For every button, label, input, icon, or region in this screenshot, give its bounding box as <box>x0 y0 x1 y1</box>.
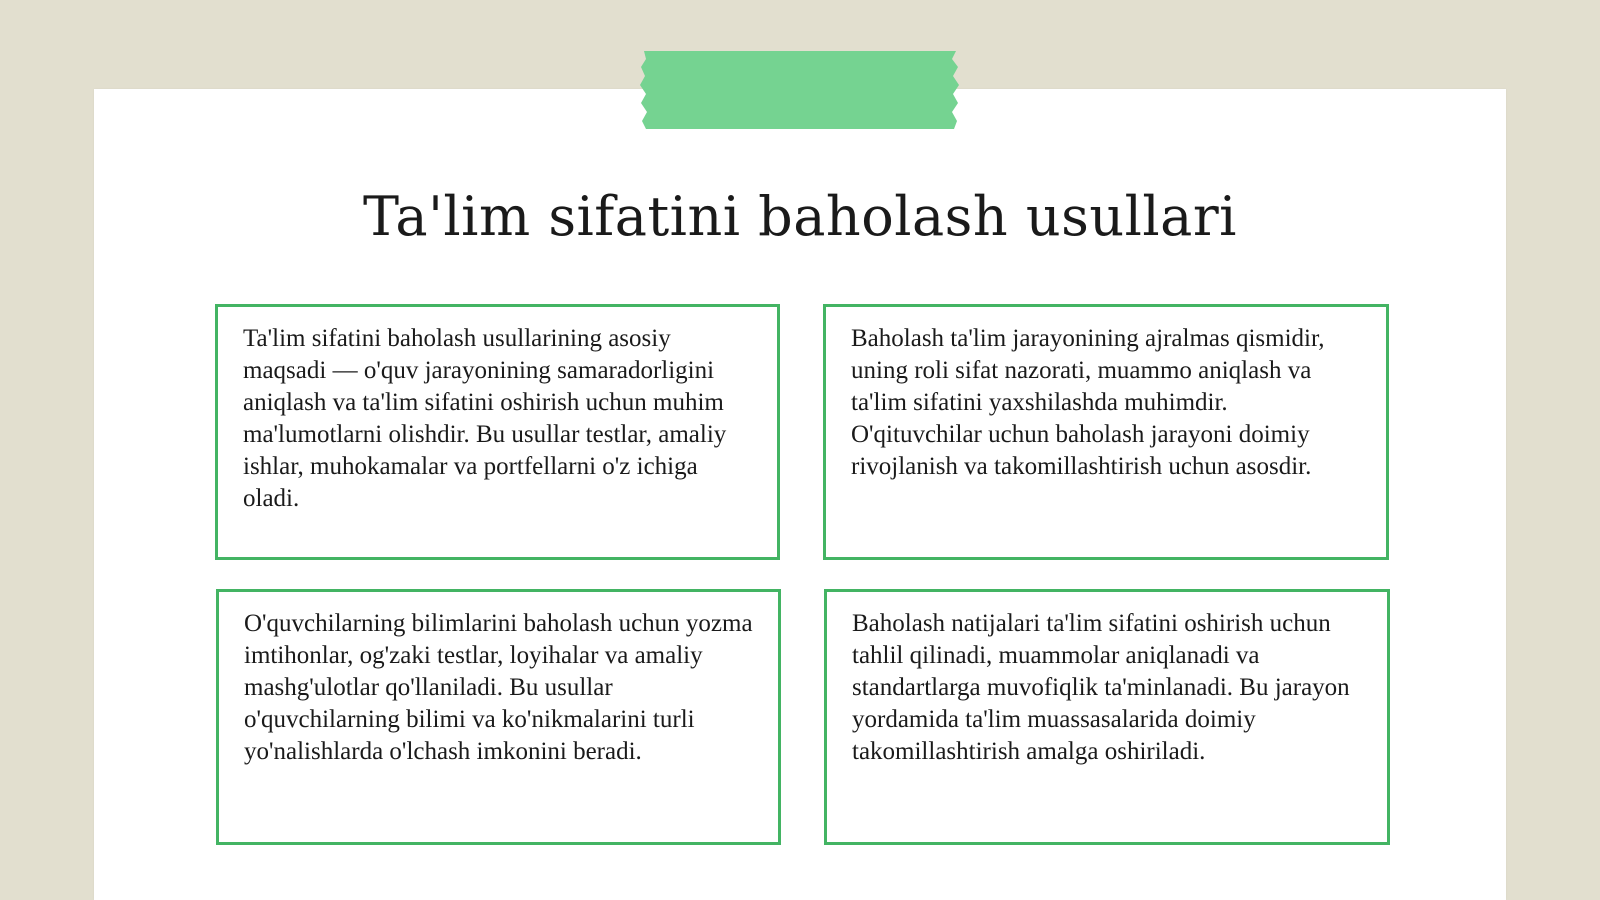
tape-shape <box>640 51 960 129</box>
info-card-4 <box>824 589 1390 845</box>
tape-decoration <box>640 51 960 129</box>
info-card-4-text: Baholash natijalari ta'lim sifatini oshirish uchun tahlil qilinadi, muammolar aniqlanadi va standartlarga muvofiqlik ta'minlanadi. Bu jarayon yordamida ta'lim muassasalarida doimiy takomillashtirish amalga oshiriladi. <box>852 610 1350 765</box>
info-card-1 <box>215 304 780 560</box>
info-card-3-text: O'quvchilarning bilimlarini baholash uchun yozma imtihonlar, og'zaki testlar, loyihalar va amaliy mashg'ulotlar qo'llaniladi. Bu usullar o'quvchilarning bilimi va ko'nikmalarini turli yo'nalishlarda o'lchash imkonini beradi. <box>244 610 753 765</box>
info-card-3 <box>216 589 781 845</box>
info-card-2 <box>823 304 1389 560</box>
info-card-1-text: Ta'lim sifatini baholash usullarining asosiy maqsadi — o'quv jarayonining samaradorligini aniqlash va ta'lim sifatini oshirish uchun muhim ma'lumotlarni olishdir. Bu usullar testlar, amaliy ishlar, muhokamalar va portfellarni o'z ichiga oladi. <box>243 325 727 512</box>
info-card-2-text: Baholash ta'lim jarayonining ajralmas qismidir, uning roli sifat nazorati, muammo aniqlash va ta'lim sifatini yaxshilashda muhimdir. O'qituvchilar uchun baholash jarayoni doimiy rivojlanish va takomillashtirish uchun asosdir. <box>851 325 1325 480</box>
slide-title: Ta'lim sifatini baholash usullari <box>363 185 1237 248</box>
